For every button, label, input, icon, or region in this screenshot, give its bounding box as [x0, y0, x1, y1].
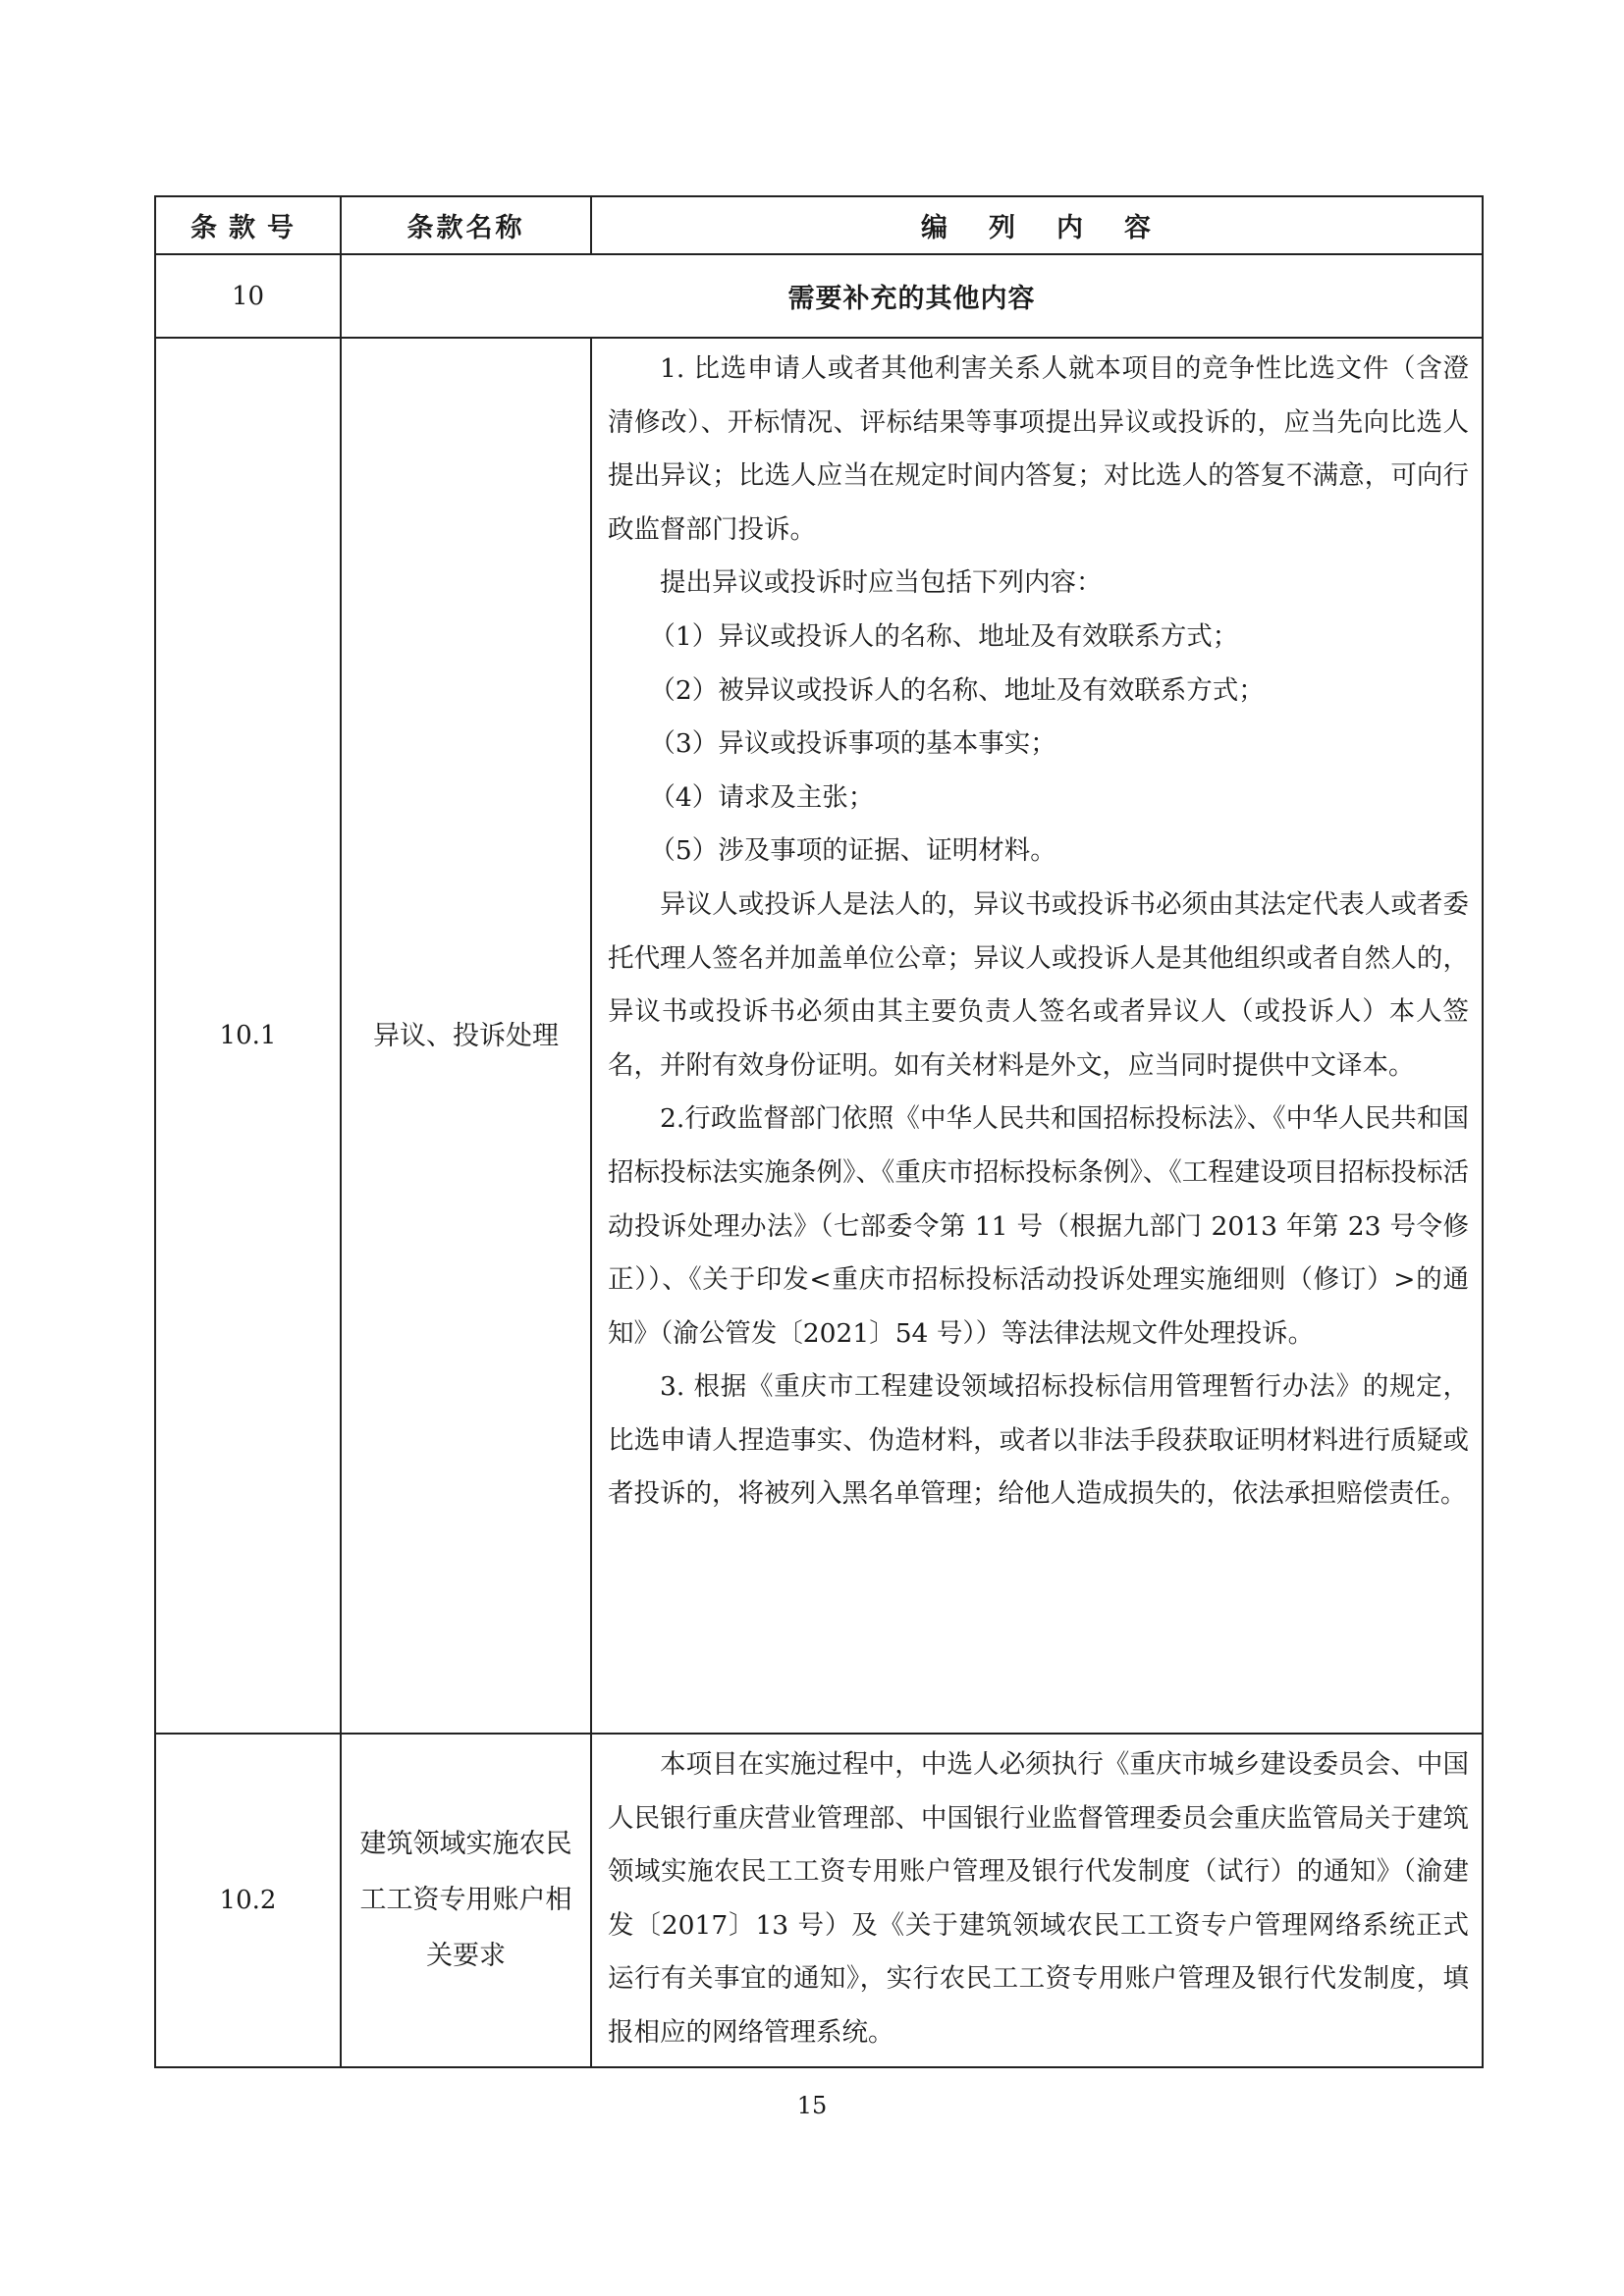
content-list-item: （4）请求及主张；	[649, 781, 875, 813]
header-clause-name: 条款名称	[341, 196, 591, 254]
content-list-item: （2）被异议或投诉人的名称、地址及有效联系方式；	[649, 674, 1265, 706]
clause-name: 异议、投诉处理	[341, 338, 591, 1734]
clause-number: 10.2	[155, 1734, 341, 2067]
section-row	[155, 254, 1483, 338]
page-number: 15	[796, 2092, 828, 2119]
table-header-row	[155, 196, 1483, 254]
clause-name: 建筑领域实施农民工工资专用账户相关要求	[341, 1734, 591, 2067]
content-paragraph: 提出异议或投诉时应当包括下列内容：	[660, 567, 1103, 599]
header-content: 编列内容	[591, 196, 1483, 254]
table-row	[155, 338, 1483, 1734]
clause-table	[154, 195, 1484, 2068]
clause-number: 10.1	[155, 338, 341, 1734]
content-paragraph: 本项目在实施过程中，中选人必须执行《重庆市城乡建设委员会、中国人民银行重庆营业管理部、中国银行业监督管理委员会重庆监管局关于建筑领域实施农民工工资专用账户管理及银行代发制度（试行）的通知》（渝建发〔2017〕13 号）及《关于建筑领域农民工工资专户管理网络系统正式运行有关事宜的通知》，实行农民工工资专用账户管理及银行代发制度，填报相应的网络管理系统。	[608, 1749, 1469, 2048]
content-list-item: （3）异议或投诉事项的基本事实；	[649, 728, 1056, 760]
content-paragraph: 2.行政监督部门依照《中华人民共和国招标投标法》、《中华人民共和国招标投标法实施条例》、《重庆市招标投标条例》、《工程建设项目招标投标活动投诉处理办法》（七部委令第 11 号（根据九部门 2013 年第 23 号令修正））、《关于印发<重庆市招标投标活动投诉处理实施细则（修订）>的通知》（渝公管发〔2021〕54 号））等法律法规文件处理投诉。	[608, 1103, 1469, 1349]
content-list-item: （5）涉及事项的证据、证明材料。	[649, 835, 1056, 867]
section-number: 10	[155, 254, 341, 338]
content-paragraph: 1. 比选申请人或者其他利害关系人就本项目的竞争性比选文件（含澄清修改）、开标情况、评标结果等事项提出异议或投诉的，应当先向比选人提出异议；比选人应当在规定时间内答复；对比选人的答复不满意，可向行政监督部门投诉。	[608, 353, 1469, 545]
table-row	[155, 1734, 1483, 2067]
section-title: 需要补充的其他内容	[341, 254, 1483, 338]
content-paragraph: 3. 根据《重庆市工程建设领域招标投标信用管理暂行办法》的规定，比选申请人捏造事实、伪造材料，或者以非法手段获取证明材料进行质疑或者投诉的，将被列入黑名单管理；给他人造成损失的，依法承担赔偿责任。	[608, 1371, 1469, 1510]
clause-content	[591, 338, 1483, 1734]
content-list-item: （1）异议或投诉人的名称、地址及有效联系方式；	[649, 620, 1239, 652]
content-paragraph: 异议人或投诉人是法人的，异议书或投诉书必须由其法定代表人或者委托代理人签名并加盖单位公章；异议人或投诉人是其他组织或者自然人的，异议书或投诉书必须由其主要负责人签名或者异议人（或投诉人）本人签名，并附有效身份证明。如有关材料是外文，应当同时提供中文译本。	[608, 888, 1469, 1081]
header-clause-number: 条款号	[155, 196, 341, 254]
clause-content	[591, 1734, 1483, 2067]
